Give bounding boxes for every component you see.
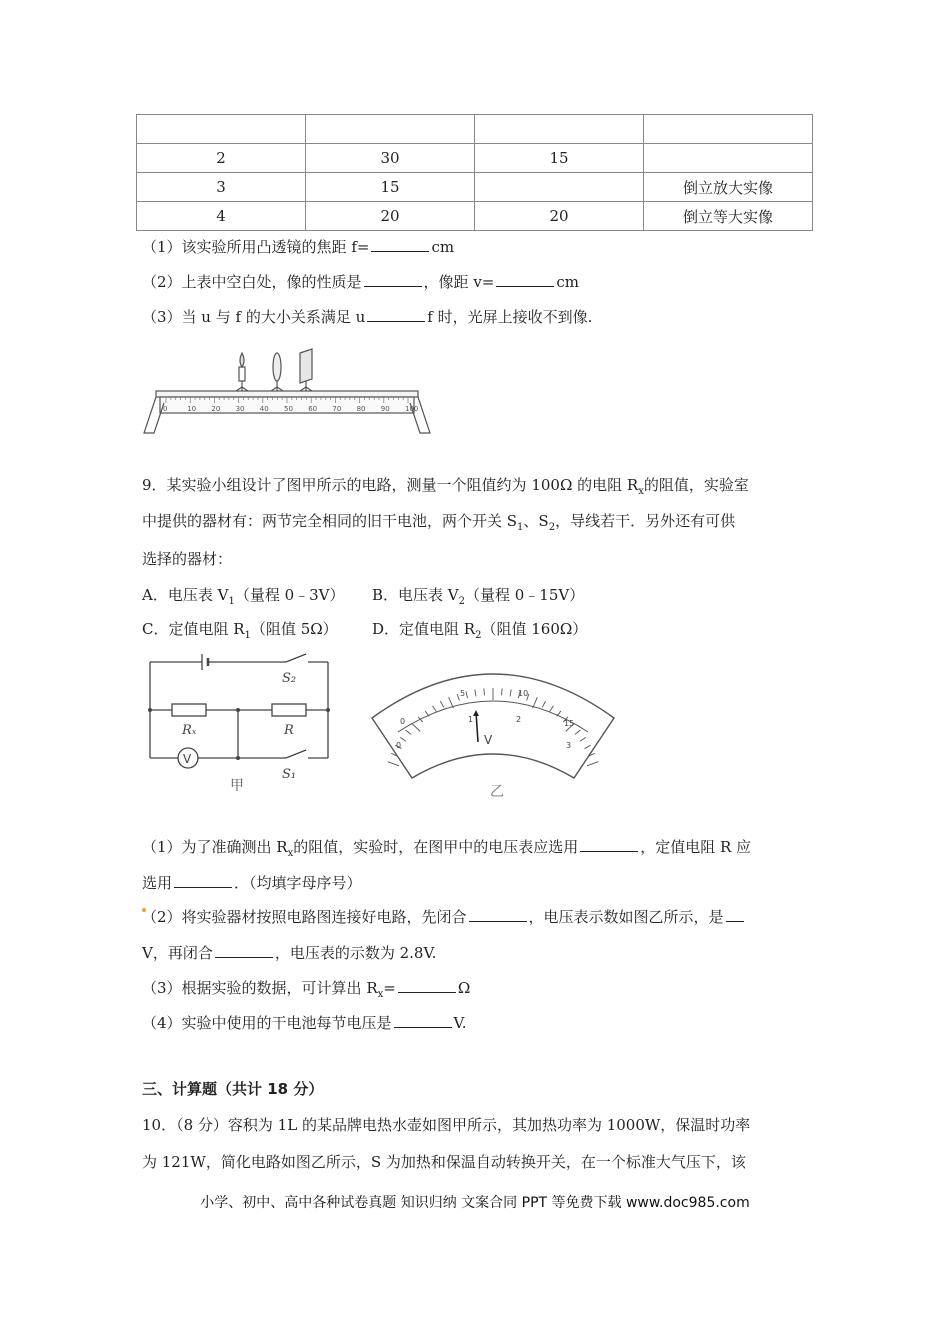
dial-top-5: 5	[460, 689, 466, 698]
table-cell: 倒立等大实像	[644, 202, 813, 231]
table-cell	[137, 115, 306, 144]
q9-sub1-line2: 选用 ．（均填字母序号）	[142, 874, 362, 892]
label-rx: Rₓ	[182, 723, 197, 738]
answer-blank[interactable]	[371, 250, 429, 252]
bench-scale-label: 0	[163, 405, 168, 413]
q8-part3: （3）当 u 与 f 的大小关系满足 u f 时，光屏上接收不到像.	[142, 308, 593, 326]
table-cell: 2	[137, 144, 306, 173]
table-cell: 30	[306, 144, 475, 173]
q9-option-b: B．电压表 $V_2$（量程 0﹣15V）	[372, 586, 585, 607]
bench-scale-label: 100	[405, 405, 419, 413]
optical-bench-figure	[140, 345, 440, 437]
section-title: 三、计算题（共计 18 分）	[142, 1080, 324, 1098]
table-cell: 倒立放大实像	[644, 173, 813, 202]
bench-scale-label: 20	[211, 405, 221, 413]
q9-sub1-line1: （1）为了准确测出 $R_x$的阻值，实验时，在图甲中的电压表应选用 ，定值电阻 R 应	[142, 838, 752, 859]
q8-part2: （2）上表中空白处，像的性质是 ，像距 v= cm	[142, 273, 579, 291]
dial-top-10: 10	[518, 689, 529, 698]
bench-scale-label: 70	[332, 405, 342, 413]
q9-sub2-line1: （2）将实验器材按照电路图连接好电路，先闭合 ，电压表示数如图乙所示，是	[142, 906, 744, 927]
bench-scale-label: 80	[356, 405, 366, 413]
q9-sub3: （3）根据实验的数据，可计算出 $R_x= \Omega$	[142, 979, 471, 1000]
lens-icon	[271, 353, 283, 391]
switch-s2-icon	[286, 654, 306, 662]
resistor-r-icon	[272, 704, 306, 716]
answer-blank[interactable]	[215, 956, 273, 958]
bench-scale-label: 10	[187, 405, 197, 413]
dial-tick	[388, 762, 399, 766]
table-cell: 15	[306, 173, 475, 202]
table-cell	[475, 173, 644, 202]
circuit-diagram-jia	[146, 650, 346, 800]
table-cell: 20	[306, 202, 475, 231]
figure-label-jia: 甲	[230, 778, 244, 794]
screen-icon	[300, 349, 312, 391]
table-cell	[644, 144, 813, 173]
q9-line2: 中提供的器材有：两节完全相同的旧干电池，两个开关 $S_1$、$S_2$，导线若干．另外还有可供	[142, 512, 736, 533]
dial-bottom-2: 2	[516, 715, 522, 724]
q9-sub4: （4）实验中使用的干电池每节电压是 V.	[142, 1014, 467, 1032]
resistor-rx-icon	[172, 704, 206, 716]
dial-top-0: 0	[400, 717, 406, 726]
voltmeter-label: V	[183, 752, 192, 766]
table-cell: 4	[137, 202, 306, 231]
table-row	[137, 115, 813, 144]
results-table	[136, 114, 813, 231]
bench-scale-label: 30	[235, 405, 245, 413]
q9-sub2-line2: V，再闭合 ，电压表的示数为 2.8V.	[142, 944, 437, 962]
q9-option-a: A．电压表 $V_1$（量程 0﹣3V）	[142, 586, 345, 607]
dial-unit: V	[484, 733, 493, 747]
table-cell	[644, 115, 813, 144]
candle-icon	[236, 353, 248, 391]
table-row	[137, 144, 813, 173]
table-cell	[306, 115, 475, 144]
figure-label-yi: 乙	[490, 784, 504, 800]
switch-s1-icon	[286, 750, 306, 758]
answer-blank[interactable]	[364, 285, 422, 287]
label-s1: S₁	[282, 767, 297, 782]
answer-blank[interactable]	[398, 991, 456, 993]
dial-tick	[502, 688, 503, 695]
table-row	[137, 173, 813, 202]
bench-scale-label: 90	[380, 405, 390, 413]
table-row	[137, 202, 813, 231]
page-footer: 小学、初中、高中各种试卷真题 知识归纳 文案合同 PPT 等免费下载 www.doc985.com	[200, 1195, 750, 1211]
bench-scale-label: 60	[308, 405, 318, 413]
answer-blank[interactable]	[580, 850, 638, 852]
answer-blank[interactable]	[174, 886, 232, 888]
q10-line2: 为 121W，简化电路如图乙所示，S 为加热和保温自动转换开关，在一个标准大气压下，该	[142, 1153, 746, 1171]
q8-part1: （1）该实验所用凸透镜的焦距 f= cm	[142, 238, 455, 256]
dial-bottom-0: 0	[396, 741, 402, 750]
q10-line1: 10．（8 分）容积为 1L 的某品牌电热水壶如图甲所示，其加热功率为 1000W，保温时功率	[142, 1116, 751, 1134]
q9-line3: 选择的器材：	[142, 550, 233, 568]
bench-scale-label: 50	[284, 405, 293, 413]
q9-line1: 9．某实验小组设计了图甲所示的电路，测量一个阻值约为 100Ω 的电阻 $R_x$的阻值，实验室	[142, 476, 749, 497]
answer-blank[interactable]	[394, 1026, 452, 1028]
answer-blank[interactable]	[469, 920, 527, 922]
voltmeter-dial-yi	[368, 650, 618, 800]
dial-tick	[587, 762, 598, 766]
dial-top-15: 15	[564, 719, 575, 728]
label-s2: S₂	[282, 671, 297, 686]
answer-blank[interactable]	[367, 320, 425, 322]
dial-bottom-1: 1	[468, 715, 474, 724]
table-cell: 15	[475, 144, 644, 173]
answer-blank[interactable]	[496, 285, 554, 287]
q9-option-d: D．定值电阻 $R_2$（阻值 160Ω）	[372, 620, 588, 641]
label-r: R	[284, 723, 294, 738]
table-cell: 3	[137, 173, 306, 202]
table-cell	[475, 115, 644, 144]
q9-option-c: C．定值电阻 $R_1$（阻值 5Ω）	[142, 620, 338, 641]
table-cell: 20	[475, 202, 644, 231]
answer-blank[interactable]	[726, 920, 744, 922]
dial-bottom-3: 3	[566, 741, 572, 750]
dial-tick	[484, 688, 485, 695]
bench-scale-label: 40	[259, 405, 269, 413]
